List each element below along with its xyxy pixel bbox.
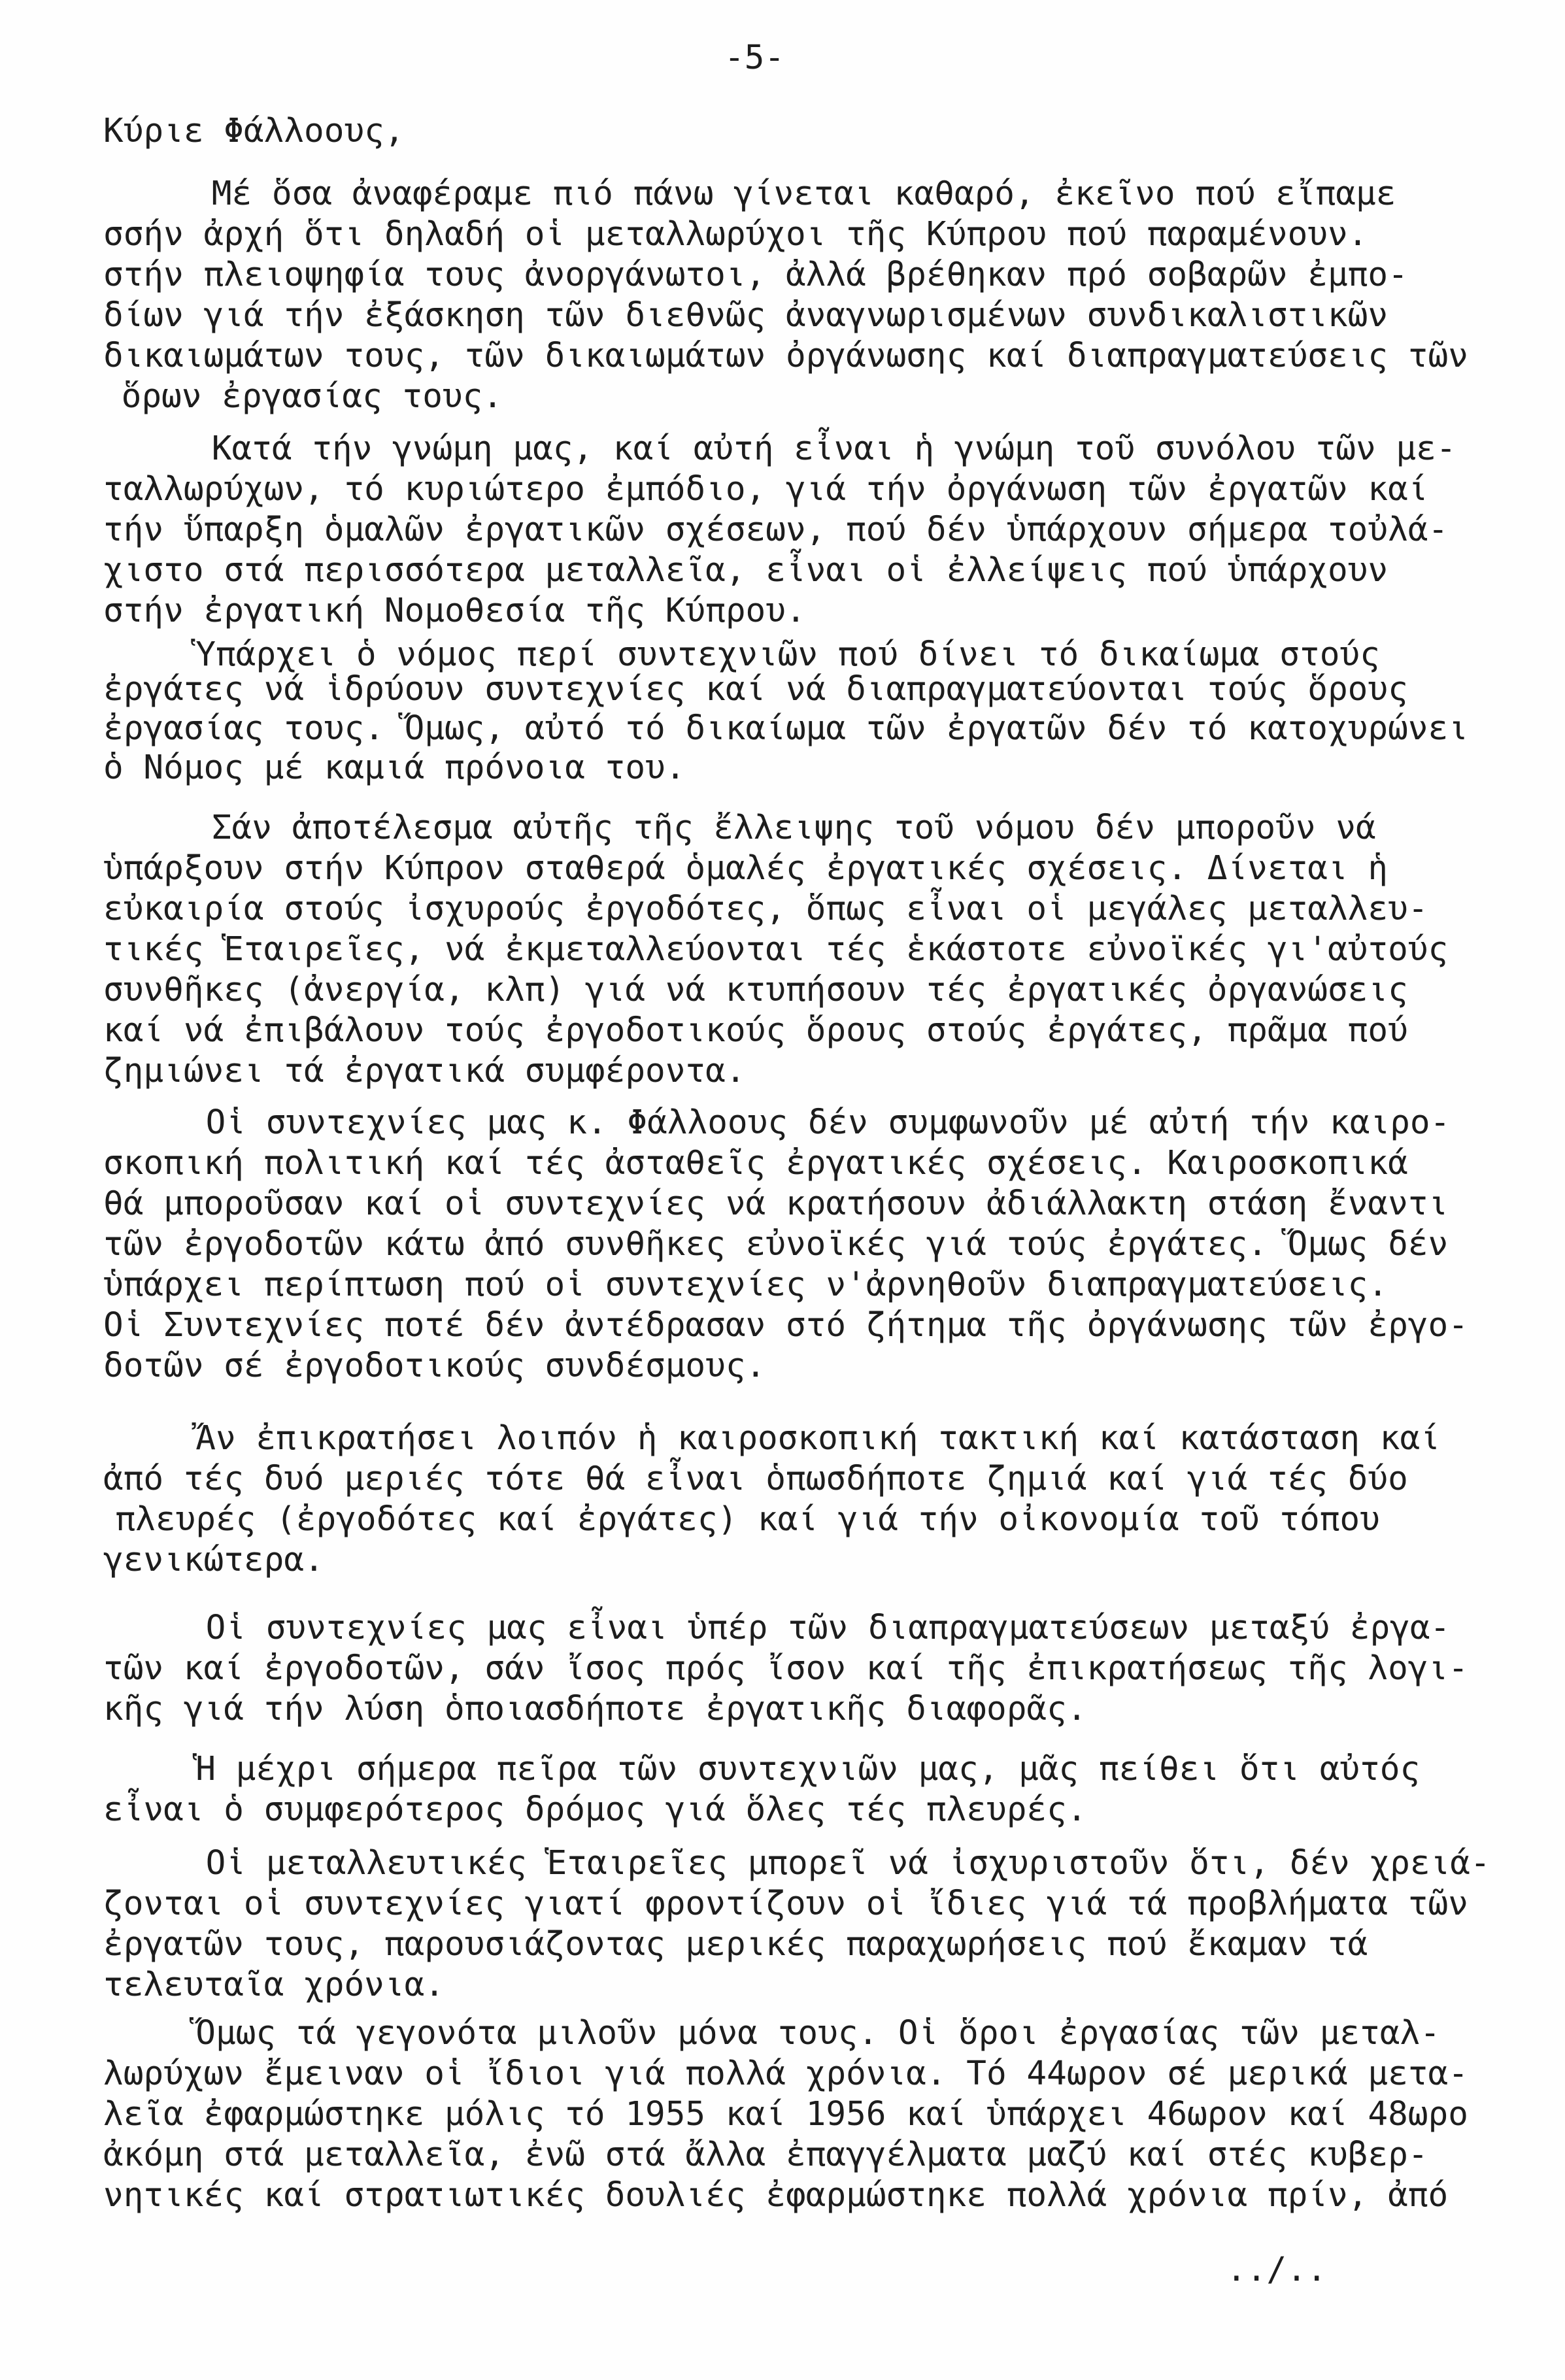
text-line: γενικώτερα. <box>103 1541 324 1579</box>
text-line: Ἡ μέχρι σήμερα πεῖρα τῶν συντεχνιῶν μας, μᾶς πείθει ὅτι αὐτός <box>195 1750 1421 1788</box>
page-number: -5- <box>724 39 785 77</box>
text-line: τῶν καί ἐργοδοτῶν, σάν ἴσος πρός ἴσον καί τῆς ἐπικρατήσεως τῆς λογι- <box>103 1649 1468 1688</box>
text-line: ὁ Νόμος μέ καμιά πρόνοια του. <box>103 748 686 787</box>
text-line: σσήν ἀρχή ὅτι δηλαδή οἱ μεταλλωρύχοι τῆς Κύπρου πού παραμένουν. <box>103 215 1368 254</box>
text-line: στήν ἐργατική Νομοθεσία τῆς Κύπρου. <box>103 592 806 630</box>
text-line: ὑπάρχει περίπτωση πού οἱ συντεχνίες ν'ἀρνηθοῦν διαπραγματεύσεις. <box>103 1265 1388 1304</box>
text-line: κῆς γιά τήν λύση ὁποιασδήποτε ἐργατικῆς διαφορᾶς. <box>103 1690 1087 1728</box>
paragraph <box>103 1418 1528 1581</box>
paragraph <box>103 2013 1528 2216</box>
text-line: λεῖα ἐφαρμώστηκε μόλις τό 1955 καί 1956 καί ὑπάρχει 46ωρον καί 48ωρο <box>103 2095 1468 2134</box>
text-line: δικαιωμάτων τους, τῶν δικαιωμάτων ὀργάνωσης καί διαπραγματεύσεις τῶν <box>103 337 1468 375</box>
text-line: Μέ ὅσα ἀναφέραμε πιό πάνω γίνεται καθαρό, ἐκεῖνο πού εἴπαμε <box>211 175 1396 213</box>
paragraph <box>103 1103 1528 1386</box>
text-line: ἐργάτες νά ἱδρύουν συντεχνίες καί νά διαπραγματεύονται τούς ὅρους <box>103 670 1408 709</box>
text-line: Κατά τήν γνώμη μας, καί αὐτή εἶναι ἡ γνώμη τοῦ συνόλου τῶν με- <box>211 429 1456 468</box>
paragraph <box>103 174 1528 417</box>
text-line: λωρύχων ἔμειναν οἱ ἴδιοι γιά πολλά χρόνια. Τό 44ωρον σέ μερικά μετα- <box>103 2054 1468 2093</box>
text-line: συνθῆκες (ἀνεργία, κλπ) γιά νά κτυπήσουν τές ἐργατικές ὀργανώσεις <box>103 971 1408 1009</box>
text-line: στήν πλειοψηφία τους ἀνοργάνωτοι, ἀλλά βρέθηκαν πρό σοβαρῶν ἐμπο- <box>103 256 1408 294</box>
text-line: ἀκόμη στά μεταλλεῖα, ἐνῶ στά ἄλλα ἐπαγγέλματα μαζύ καί στές κυβερ- <box>103 2136 1428 2174</box>
text-line: Οἱ συντεχνίες μας εἶναι ὑπέρ τῶν διαπραγματεύσεων μεταξύ ἐργα- <box>205 1609 1451 1647</box>
text-line: ὅρων ἐργασίας τους. <box>121 377 503 416</box>
text-line: ἀπό τές δυό μεριές τότε θά εἶναι ὁπωσδήποτε ζημιά καί γιά τές δύο <box>103 1460 1408 1498</box>
paragraph <box>103 429 1528 631</box>
text-line: καί νά ἐπιβάλουν τούς ἐργοδοτικούς ὅρους στούς ἐργάτες, πρᾶμα πού <box>103 1011 1408 1050</box>
text-line: ἐργασίας τους. Ὅμως, αὐτό τό δικαίωμα τῶν ἐργατῶν δέν τό κατοχυρώνει <box>103 709 1468 748</box>
paragraph <box>103 808 1528 1092</box>
text-line: εἶναι ὁ συμφερότερος δρόμος γιά ὅλες τές πλευρές. <box>103 1790 1087 1829</box>
text-line: δοτῶν σέ ἐργοδοτικούς συνδέσμους. <box>103 1347 766 1385</box>
text-line: ζονται οἱ συντεχνίες γιατί φροντίζουν οἱ ἴδιες γιά τά προβλήματα τῶν <box>103 1885 1468 1923</box>
text-line: νητικές καί στρατιωτικές δουλιές ἐφαρμώστηκε πολλά χρόνια πρίν, ἀπό <box>103 2176 1449 2215</box>
text-line: Ὅμως τά γεγονότα μιλοῦν μόνα τους. Οἱ ὅροι ἐργασίας τῶν μεταλ- <box>195 2014 1440 2053</box>
paragraph <box>103 1608 1528 1730</box>
paragraph <box>103 635 1528 788</box>
text-line: χιστο στά περισσότερα μεταλλεῖα, εἶναι οἱ ἐλλείψεις πού ὑπάρχουν <box>103 551 1388 590</box>
text-line: εὐκαιρία στούς ἰσχυρούς ἐργοδότες, ὅπως εἶναι οἱ μεγάλες μεταλλευ- <box>103 890 1428 928</box>
text-line: ὑπάρξουν στήν Κύπρον σταθερά ὁμαλές ἐργατικές σχέσεις. Δίνεται ἡ <box>103 849 1388 888</box>
text-line: ταλλωρύχων, τό κυριώτερο ἐμπόδιο, γιά τήν ὀργάνωση τῶν ἐργατῶν καί <box>103 470 1428 509</box>
text-line: δίων γιά τήν ἐξάσκηση τῶν διεθνῶς ἀναγνωρισμένων συνδικαλιστικῶν <box>103 296 1388 335</box>
text-line: τῶν ἐργοδοτῶν κάτω ἀπό συνθῆκες εὐνοϊκές γιά τούς ἐργάτες. Ὅμως δέν <box>103 1225 1449 1264</box>
text-line: Ἄν ἐπικρατήσει λοιπόν ἡ καιροσκοπική τακτική καί κατάσταση καί <box>195 1419 1440 1458</box>
text-line: ἐργατῶν τους, παρουσιάζοντας μερικές παραχωρήσεις πού ἔκαμαν τά <box>103 1925 1368 1964</box>
continuation-mark: ../.. <box>1226 2251 1327 2289</box>
text-line: θά μποροῦσαν καί οἱ συντεχνίες νά κρατήσουν ἀδιάλλακτη στάση ἔναντι <box>103 1184 1449 1223</box>
text-line: Οἱ συντεχνίες μας κ. Φάλλοους δέν συμφωνοῦν μέ αὐτή τήν καιρο- <box>205 1103 1451 1142</box>
salutation: Κύριε Φάλλοους, <box>103 112 405 150</box>
text-line: ζημιώνει τά ἐργατικά συμφέροντα. <box>103 1052 746 1090</box>
text-line: Οἱ Συντεχνίες ποτέ δέν ἀντέδρασαν στό ζήτημα τῆς ὀργάνωσης τῶν ἐργο- <box>103 1306 1468 1345</box>
text-line: τελευταῖα χρόνια. <box>103 1966 445 2004</box>
text-line: τήν ὕπαρξη ὁμαλῶν ἐργατικῶν σχέσεων, πού δέν ὑπάρχουν σήμερα τοὐλά- <box>103 511 1449 549</box>
paragraph <box>103 1749 1528 1830</box>
text-line: Ὑπάρχει ὁ νόμος περί συντεχνιῶν πού δίνει τό δικαίωμα στούς <box>195 635 1380 674</box>
text-line: πλευρές (ἐργοδότες καί ἐργάτες) καί γιά τήν οἰκονομία τοῦ τόπου <box>115 1500 1380 1539</box>
text-line: σκοπική πολιτική καί τές ἀσταθεῖς ἐργατικές σχέσεις. Καιροσκοπικά <box>103 1144 1408 1182</box>
text-line: Σάν ἀποτέλεσμα αὐτῆς τῆς ἔλλειψης τοῦ νόμου δέν μποροῦν νά <box>211 809 1376 847</box>
text-line: Οἱ μεταλλευτικές Ἑταιρεῖες μπορεῖ νά ἰσχυριστοῦν ὅτι, δέν χρειά- <box>205 1844 1490 1883</box>
text-line: τικές Ἑταιρεῖες, νά ἐκμεταλλεύονται τές ἑκάστοτε εὐνοϊκές γι'αὐτούς <box>103 930 1449 969</box>
paragraph <box>103 1843 1528 2005</box>
